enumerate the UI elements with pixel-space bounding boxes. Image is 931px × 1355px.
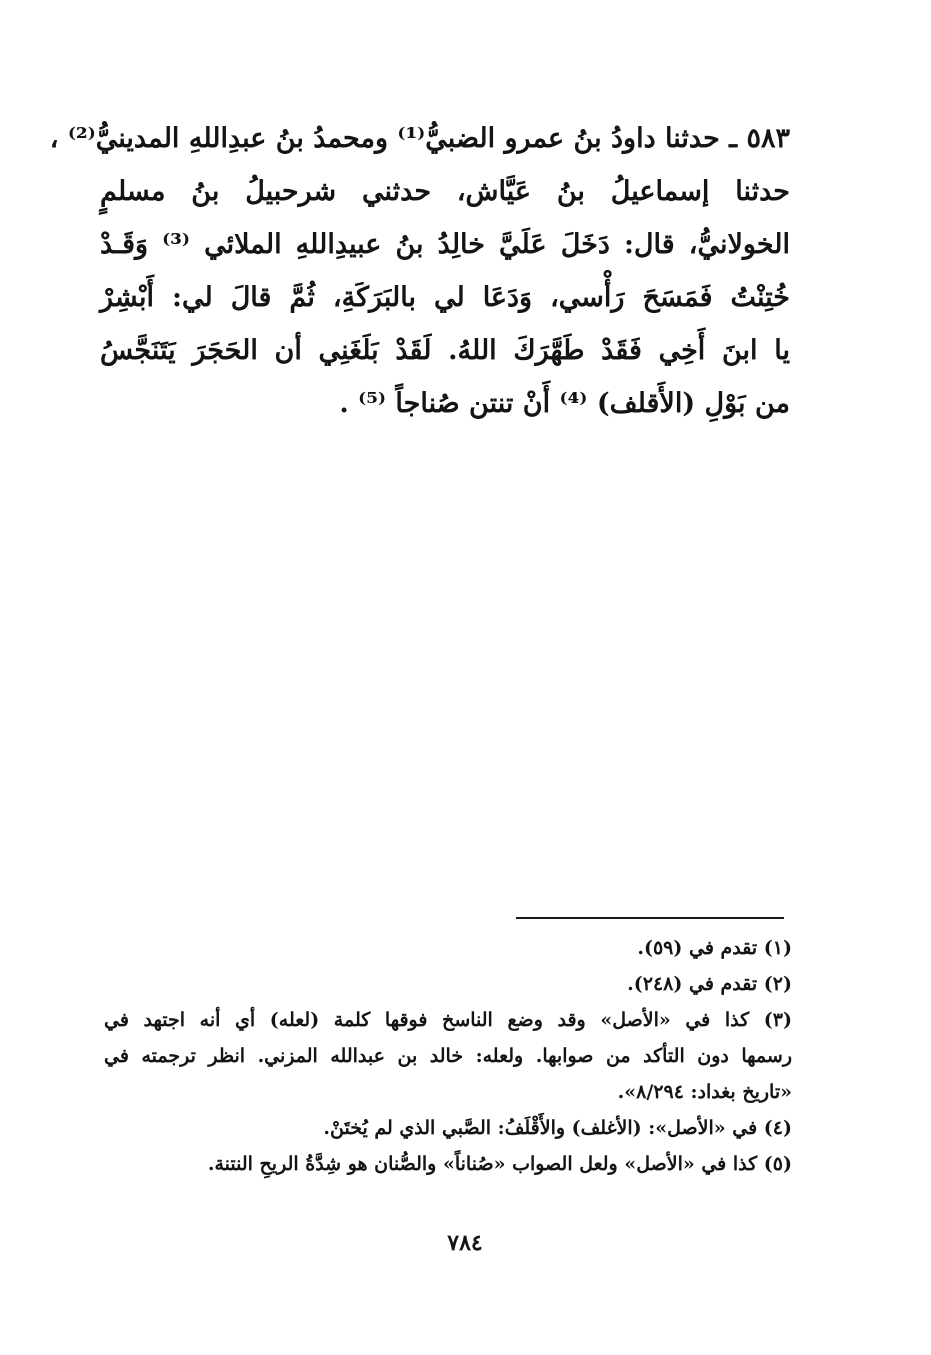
text-line: من بَوْلِ (الأَقلف) ⁽⁴⁾ أَنْ تنتن صُناجاً ⁽⁵⁾ . bbox=[339, 388, 790, 419]
footnote-line: رسمها دون التأكد من صوابها. ولعله: خالد بن عبدالله المزني. انظر ترجمته في bbox=[104, 1045, 792, 1067]
footnote-line: (٤) في «الأصل»: (الأغلف) والأَقْلَفُ: الصَّبي الذي لم يُختَنْ. bbox=[323, 1117, 792, 1139]
footnote-line: (٣) كذا في «الأصل» وقد وضع الناسخ فوقها كلمة (لعله) أي أنه اجتهد في bbox=[104, 1009, 792, 1031]
footnote-line: (٥) كذا في «الأصل» ولعل الصواب «صُناناً» والصُّنان هو شِدَّةُ الريحِ النتنة. bbox=[207, 1153, 792, 1175]
text-line: خُتِنْتُ فَمَسَحَ رَأْسي، وَدَعَا لي بالبَرَكَةِ، ثُمَّ قالَ لي: أَبْشِرْ bbox=[100, 282, 790, 313]
footnote-line: (١) تقدم في (٥٩). bbox=[637, 937, 792, 959]
text-line: يا ابنَ أَخِي فَقَدْ طَهَّرَكَ اللهُ. لَقَدْ بَلَغَنِي أن الحَجَرَ يَتَنَجَّسُ bbox=[100, 335, 790, 366]
text-line: ٥٨٣ ـ حدثنا داودُ بنُ عمرو الضبيُّ⁽¹⁾ ومحمدُ بنُ عبدِاللهِ المدينيُّ⁽²⁾ ، bbox=[49, 123, 790, 154]
text-line: الخولانيُّ، قال: دَخَلَ عَلَيَّ خالِدُ بنُ عبيدِاللهِ الملائي ⁽³⁾ وَقَـدْ bbox=[100, 229, 790, 260]
footnote-line: (٢) تقدم في (٢٤٨). bbox=[627, 973, 792, 995]
hadith-text bbox=[49, 112, 790, 430]
footnotes bbox=[104, 930, 792, 1182]
page-number: ٧٨٤ bbox=[447, 1230, 483, 1256]
footnote-line: «تاريخ بغداد: ٨/٢٩٤». bbox=[617, 1081, 792, 1103]
text-line: حدثنا إسماعيلُ بنُ عَيَّاش، حدثني شرحبيلُ بنُ مسلمٍ bbox=[100, 176, 790, 207]
footnote-divider bbox=[516, 917, 784, 919]
